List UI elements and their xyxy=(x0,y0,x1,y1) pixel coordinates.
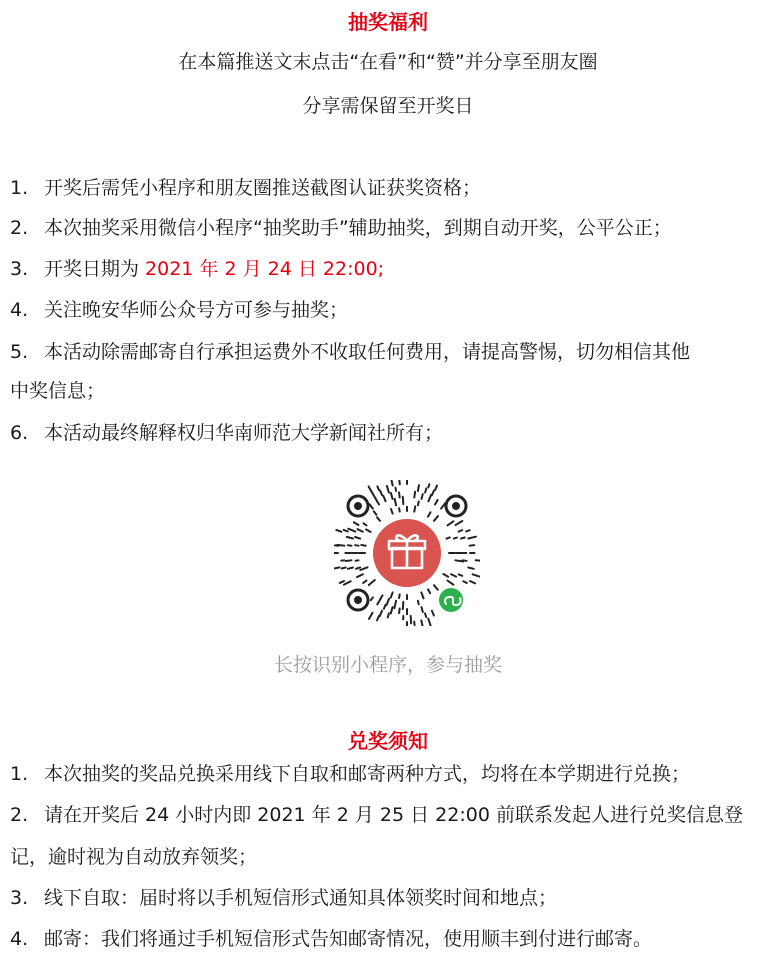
rule-text: 开奖后需凭小程序和朋友圈推送截图认证获奖资格； xyxy=(44,177,482,199)
redeem-text: 本次抽奖的奖品兑换采用线下自取和邮寄两种方式，均将在本学期进行兑换； xyxy=(44,763,691,785)
code-segment xyxy=(463,581,467,583)
code-segment xyxy=(344,530,348,532)
code-segment xyxy=(425,488,426,492)
code-segment xyxy=(344,581,351,584)
code-segment xyxy=(399,508,400,511)
code-segment xyxy=(435,486,437,490)
mini-program-icon xyxy=(438,587,464,613)
code-segment xyxy=(358,529,363,532)
code-segment xyxy=(336,530,341,532)
code-segment xyxy=(364,523,367,525)
mini-program-code[interactable] xyxy=(334,480,480,626)
rule-item-5 xyxy=(10,339,690,365)
code-segment xyxy=(376,498,379,504)
code-segment xyxy=(447,521,453,525)
code-segment xyxy=(377,616,379,620)
code-segment xyxy=(459,530,462,531)
code-segment xyxy=(347,537,353,539)
redeem-item-2-continued: 记，逾时视为自动放弃领奖； xyxy=(10,846,258,868)
rule-number: 4. xyxy=(10,299,29,321)
code-segment xyxy=(363,581,366,583)
code-segment xyxy=(384,605,386,609)
code-segment xyxy=(391,509,393,513)
draw-date-highlight: 2021 年 2 月 24 日 22:00; xyxy=(145,258,385,280)
code-segment xyxy=(425,613,426,617)
intro-line-2: 分享需保留至开奖日 xyxy=(302,95,474,117)
code-segment xyxy=(473,574,480,576)
rule-item-6 xyxy=(10,420,443,446)
code-segment xyxy=(395,488,396,491)
redeem-number: 4. xyxy=(10,928,29,950)
code-segment xyxy=(447,581,453,585)
rule-number: 6. xyxy=(10,422,29,444)
code-segment xyxy=(434,516,438,521)
code-segment xyxy=(395,499,396,505)
redeem-item-4 xyxy=(10,926,652,952)
page-title: 抽奖福利 xyxy=(348,10,428,34)
code-segment xyxy=(391,493,393,499)
intro-line-1: 在本篇推送文末点击“在看”和“赞”并分享至朋友圈 xyxy=(178,51,598,73)
code-segment xyxy=(369,486,373,493)
code-segment xyxy=(340,581,344,583)
code-segment xyxy=(391,592,393,597)
code-segment xyxy=(414,506,415,511)
rule-text: 本活动最终解释权归华南师范大学新闻社所有； xyxy=(44,422,444,444)
code-segment xyxy=(421,607,422,612)
code-segment xyxy=(342,568,346,569)
code-segment xyxy=(403,602,404,609)
code-segment xyxy=(399,480,400,484)
code-segment xyxy=(360,567,367,570)
redeem-item-1 xyxy=(10,761,690,787)
code-segment xyxy=(418,601,419,605)
code-segment xyxy=(357,574,363,577)
code-segment xyxy=(432,491,434,495)
code-segment xyxy=(463,560,467,561)
code-segment xyxy=(383,496,385,501)
rule-item-5-continued: 中奖信息； xyxy=(10,380,106,402)
redeem-text: 请在开奖后 24 小时内即 2021 年 2 月 25 日 22:00 前联系发起人进行兑奖信息登 xyxy=(44,804,743,826)
code-segment xyxy=(355,537,360,539)
code-segment xyxy=(446,537,449,538)
rule-item-4 xyxy=(10,297,348,323)
code-segment xyxy=(428,484,429,487)
rule-item-1 xyxy=(10,175,481,201)
code-segment xyxy=(421,592,423,598)
code-segment xyxy=(346,560,352,561)
rule-text: 本活动除需邮寄自行承担运费外不收取任何费用，请提高警惕，切勿相信其他 xyxy=(44,341,691,363)
code-segment xyxy=(468,537,476,539)
code-segment xyxy=(428,495,431,501)
code-segment xyxy=(459,574,462,575)
qr-caption: 长按识别小程序，参与抽奖 xyxy=(273,654,502,676)
code-segment xyxy=(366,529,371,532)
code-segment xyxy=(470,545,475,546)
code-segment xyxy=(387,599,389,605)
code-segment xyxy=(371,597,373,600)
mini-program-code-graphic xyxy=(334,480,480,626)
rule-number: 2. xyxy=(10,217,29,239)
rule-text: 开奖日期为 xyxy=(44,258,146,280)
code-segment xyxy=(354,522,359,525)
redeem-title: 兑奖须知 xyxy=(348,729,428,753)
code-segment xyxy=(428,589,430,593)
code-segment xyxy=(470,581,475,583)
code-segment xyxy=(348,529,355,532)
code-segment xyxy=(399,609,400,614)
code-segment xyxy=(435,500,438,505)
code-segment xyxy=(377,486,379,490)
code-segment xyxy=(455,521,462,525)
redeem-number: 1. xyxy=(10,763,29,785)
redeem-number: 3. xyxy=(10,887,29,909)
code-segment xyxy=(476,560,480,561)
code-segment xyxy=(432,611,434,616)
code-segment xyxy=(403,497,404,504)
code-segment xyxy=(334,567,340,568)
code-segment xyxy=(361,545,365,546)
code-segment xyxy=(418,485,419,491)
code-segment xyxy=(443,574,448,577)
code-segment xyxy=(391,607,393,613)
code-segment xyxy=(380,595,383,600)
code-segment xyxy=(369,613,373,619)
code-segment xyxy=(434,585,438,590)
code-segment xyxy=(377,601,379,604)
code-segment xyxy=(466,530,469,531)
code-segment xyxy=(468,568,473,569)
code-segment xyxy=(454,538,457,539)
code-segment xyxy=(428,512,431,516)
rule-number: 5. xyxy=(10,341,29,363)
code-segment xyxy=(399,594,400,598)
rule-text: 关注晚安华师公众号方可参与抽奖； xyxy=(44,299,349,321)
code-segment xyxy=(348,567,353,568)
rule-number: 3. xyxy=(10,258,29,280)
redeem-item-2 xyxy=(10,802,743,828)
code-segment xyxy=(380,491,382,496)
rule-item-2 xyxy=(10,215,672,241)
code-segment xyxy=(414,492,415,498)
code-segment xyxy=(387,486,389,493)
code-segment xyxy=(421,494,422,499)
code-segment xyxy=(399,492,400,497)
code-segment xyxy=(461,538,465,539)
code-segment xyxy=(369,580,375,585)
code-segment xyxy=(355,545,358,546)
rule-text: 本次抽奖采用微信小程序“抽奖助手”辅助抽奖，到期自动开奖，公平公正； xyxy=(44,217,672,239)
code-segment xyxy=(391,480,393,486)
code-segment xyxy=(421,620,423,626)
finder-mark-top-right xyxy=(446,496,466,516)
rule-number: 1. xyxy=(10,177,29,199)
code-segment xyxy=(451,574,456,576)
code-segment xyxy=(374,511,377,514)
redeem-number: 2. xyxy=(10,804,29,826)
code-segment xyxy=(356,567,360,568)
finder-mark-top-left xyxy=(348,496,368,516)
code-segment xyxy=(377,517,380,521)
redeem-item-3 xyxy=(10,885,557,911)
redeem-text: 邮寄：我们将通过手机短信形式告知邮寄情况，使用顺丰到付进行邮寄。 xyxy=(44,928,653,950)
code-segment xyxy=(428,619,430,626)
redeem-text: 线下自取：届时将以手机短信形式通知具体领奖时间和地点； xyxy=(44,887,558,909)
code-segment xyxy=(370,504,373,508)
rule-item-3 xyxy=(10,256,384,282)
finder-mark-bottom-left xyxy=(348,590,368,610)
code-segment xyxy=(418,501,419,505)
code-segment xyxy=(394,601,396,608)
code-segment xyxy=(388,613,389,617)
code-segment xyxy=(380,611,382,616)
